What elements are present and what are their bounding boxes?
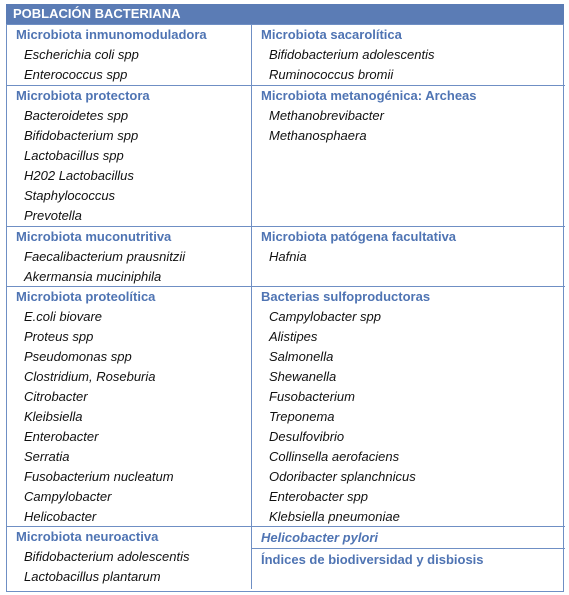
helicobacter-pylori-heading: Helicobacter pylori: [261, 530, 379, 545]
list-item: Bifidobacterium adolescentis: [24, 549, 190, 564]
list-item: Lactobacillus spp: [24, 148, 124, 163]
list-item: Methanobrevibacter: [269, 108, 384, 123]
section-heading: Microbiota inmunomoduladora: [16, 27, 207, 42]
section-heading: Microbiota muconutritiva: [16, 229, 172, 244]
list-item: Serratia: [24, 449, 70, 464]
list-item: Collinsella aerofaciens: [269, 449, 400, 464]
list-item: H202 Lactobacillus: [24, 168, 134, 183]
list-item: Bacteroidetes spp: [24, 108, 129, 123]
list-item: Fusobacterium nucleatum: [24, 469, 174, 484]
list-item: Alistipes: [269, 329, 318, 344]
cell-protectora: [7, 86, 252, 227]
list-item: Fusobacterium: [269, 389, 355, 404]
cell-helicobacter-pylori: [252, 527, 565, 549]
list-item: Staphylococcus: [24, 188, 116, 203]
item-list: [252, 45, 565, 85]
section-heading: Microbiota proteolítica: [16, 289, 156, 304]
section-heading: Microbiota sacarolítica: [261, 27, 402, 42]
list-item: Campylobacter spp: [269, 309, 381, 324]
list-item: Hafnia: [269, 249, 307, 264]
cell-neuroactiva: [7, 527, 252, 589]
section-heading: Bacterias sulfoproductoras: [261, 289, 431, 304]
section-heading: Microbiota neuroactiva: [16, 529, 159, 544]
list-item: Bifidobacterium adolescentis: [269, 47, 435, 62]
list-item: E.coli biovare: [24, 309, 103, 324]
list-item: Lactobacillus plantarum: [24, 569, 161, 584]
list-item: Akermansia muciniphila: [24, 269, 162, 284]
list-item: Bifidobacterium spp: [24, 128, 139, 143]
list-item: Desulfovibrio: [269, 429, 345, 444]
item-list: [252, 247, 565, 267]
list-item: Kleibsiella: [24, 409, 83, 424]
list-item: Pseudomonas spp: [24, 349, 132, 364]
item-list: [7, 106, 251, 226]
item-list: [7, 547, 251, 587]
list-item: Faecalibacterium prausnitzii: [24, 249, 186, 264]
list-item: Odoribacter splanchnicus: [269, 469, 416, 484]
item-list: [7, 45, 251, 85]
list-item: Klebsiella pneumoniae: [269, 509, 400, 524]
table-title: POBLACIÓN BACTERIANA: [6, 4, 564, 24]
section-heading: Microbiota patógena facultativa: [261, 229, 457, 244]
list-item: Salmonella: [269, 349, 334, 364]
cell-muconutritiva: [7, 227, 252, 287]
list-item: Ruminococcus bromii: [269, 67, 394, 82]
indices-heading: Índices de biodiversidad y disbiosis: [261, 552, 484, 567]
list-item: Shewanella: [269, 369, 337, 384]
list-item: Campylobacter: [24, 489, 112, 504]
bacterial-population-table: [6, 4, 564, 592]
list-item: Enterococcus spp: [24, 67, 128, 82]
list-item: Treponema: [269, 409, 335, 424]
cell-extra: [252, 527, 565, 589]
list-item: Helicobacter: [24, 509, 97, 524]
cell-patogena-facultativa: [252, 227, 565, 287]
cell-proteolitica: [7, 287, 252, 527]
table-grid: [6, 24, 564, 592]
list-item: Proteus spp: [24, 329, 94, 344]
list-item: Escherichia coli spp: [24, 47, 139, 62]
cell-inmunomoduladora: [7, 25, 252, 86]
cell-sacarolitica: [252, 25, 565, 86]
section-heading: Microbiota protectora: [16, 88, 150, 103]
item-list: [7, 307, 251, 527]
list-item: Citrobacter: [24, 389, 88, 404]
list-item: Prevotella: [24, 208, 82, 223]
section-heading: Microbiota metanogénica: Archeas: [261, 88, 477, 103]
item-list: [252, 307, 565, 527]
list-item: Methanosphaera: [269, 128, 367, 143]
cell-sulfoproductoras: [252, 287, 565, 527]
cell-indices: [252, 549, 565, 570]
item-list: [7, 247, 251, 287]
item-list: [252, 106, 565, 146]
cell-metanogenica: [252, 86, 565, 227]
list-item: Clostridium, Roseburia: [24, 369, 156, 384]
list-item: Enterobacter spp: [269, 489, 369, 504]
list-item: Enterobacter: [24, 429, 99, 444]
